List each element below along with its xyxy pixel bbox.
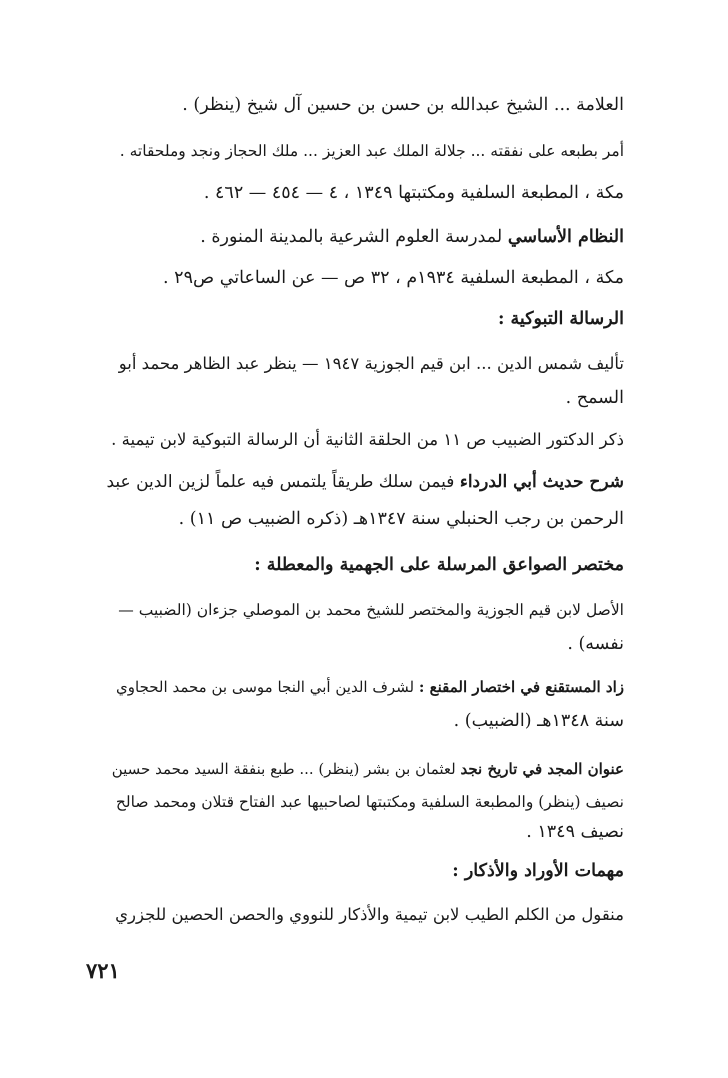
text-line-14: نفسه) . (567, 634, 624, 654)
section-heading-tabukiya: الرسالة التبوكية : (498, 309, 624, 329)
text-line-5: مكة ، المطبعة السلفية ١٩٣٤م ، ٣٢ ص — عن الساعاتي ص٢٩ . (163, 268, 624, 288)
text-line-18: نصيف (ينظر) والمطبعة السلفية ومكتبتها لصاحبيها عبد الفتاح قتلان ومحمد صالح (115, 793, 624, 811)
entry-title-unwan: عنوان المجد في تاريخ نجد لعثمان بن بشر (ينظر) ... طبع بنفقة السيد محمد حسين (111, 760, 624, 778)
entry-title-nizam: النظام الأساسي لمدرسة العلوم الشرعية بالمدينة المنورة . (200, 227, 624, 247)
text-line-13: الأصل لابن قيم الجوزية والمختصر للشيخ محمد بن الموصلي جزءان (الضبيب — (118, 601, 624, 619)
entry-title-sharh-hadith: شرح حديث أبي الدرداء فيمن سلك طريقاً يلتمس فيه علماً لزين الدين عبد (106, 472, 624, 492)
text-line-16: سنة ١٣٤٨هـ (الضبيب) . (453, 711, 624, 731)
entry-title-zad: زاد المستقنع في اختصار المقنع : لشرف الدين أبي النجا موسى بن محمد الحجاوي (116, 678, 624, 696)
text-line-8: السمح . (565, 388, 624, 408)
section-heading-mukhtasar: مختصر الصواعق المرسلة على الجهمية والمعطلة : (254, 555, 624, 575)
text-line-7: تأليف شمس الدين ... ابن قيم الجوزية ١٩٤٧ — ينظر عبد الظاهر محمد أبو (118, 354, 624, 373)
text-line-1: العلامة ... الشيخ عبدالله بن حسن بن حسين آل شيخ (ينظر) . (182, 95, 624, 115)
text-line-21: منقول من الكلم الطيب لابن تيمية والأذكار للنووي والحصن الحصين للجزري (115, 905, 624, 924)
text-line-9: ذكر الدكتور الضبيب ص ١١ من الحلقة الثانية أن الرسالة التبوكية لابن تيمية . (111, 430, 624, 449)
text-line-11: الرحمن بن رجب الحنبلي سنة ١٣٤٧هـ (ذكره الضبيب ص ١١) . (178, 509, 624, 529)
page-number: ٧٢١ (86, 958, 120, 983)
text-line-2: أمر بطبعه على نفقته ... جلالة الملك عبد العزيز ... ملك الحجاز ونجد وملحقاته . (119, 142, 624, 160)
text-line-19: نصيف ١٣٤٩ . (526, 822, 624, 842)
text-line-3: مكة ، المطبعة السلفية ومكتبتها ١٣٤٩ ، ٤ — ٤٥٤ — ٤٦٢ . (203, 183, 624, 203)
section-heading-muhimmat: مهمات الأوراد والأذكار : (452, 861, 624, 881)
